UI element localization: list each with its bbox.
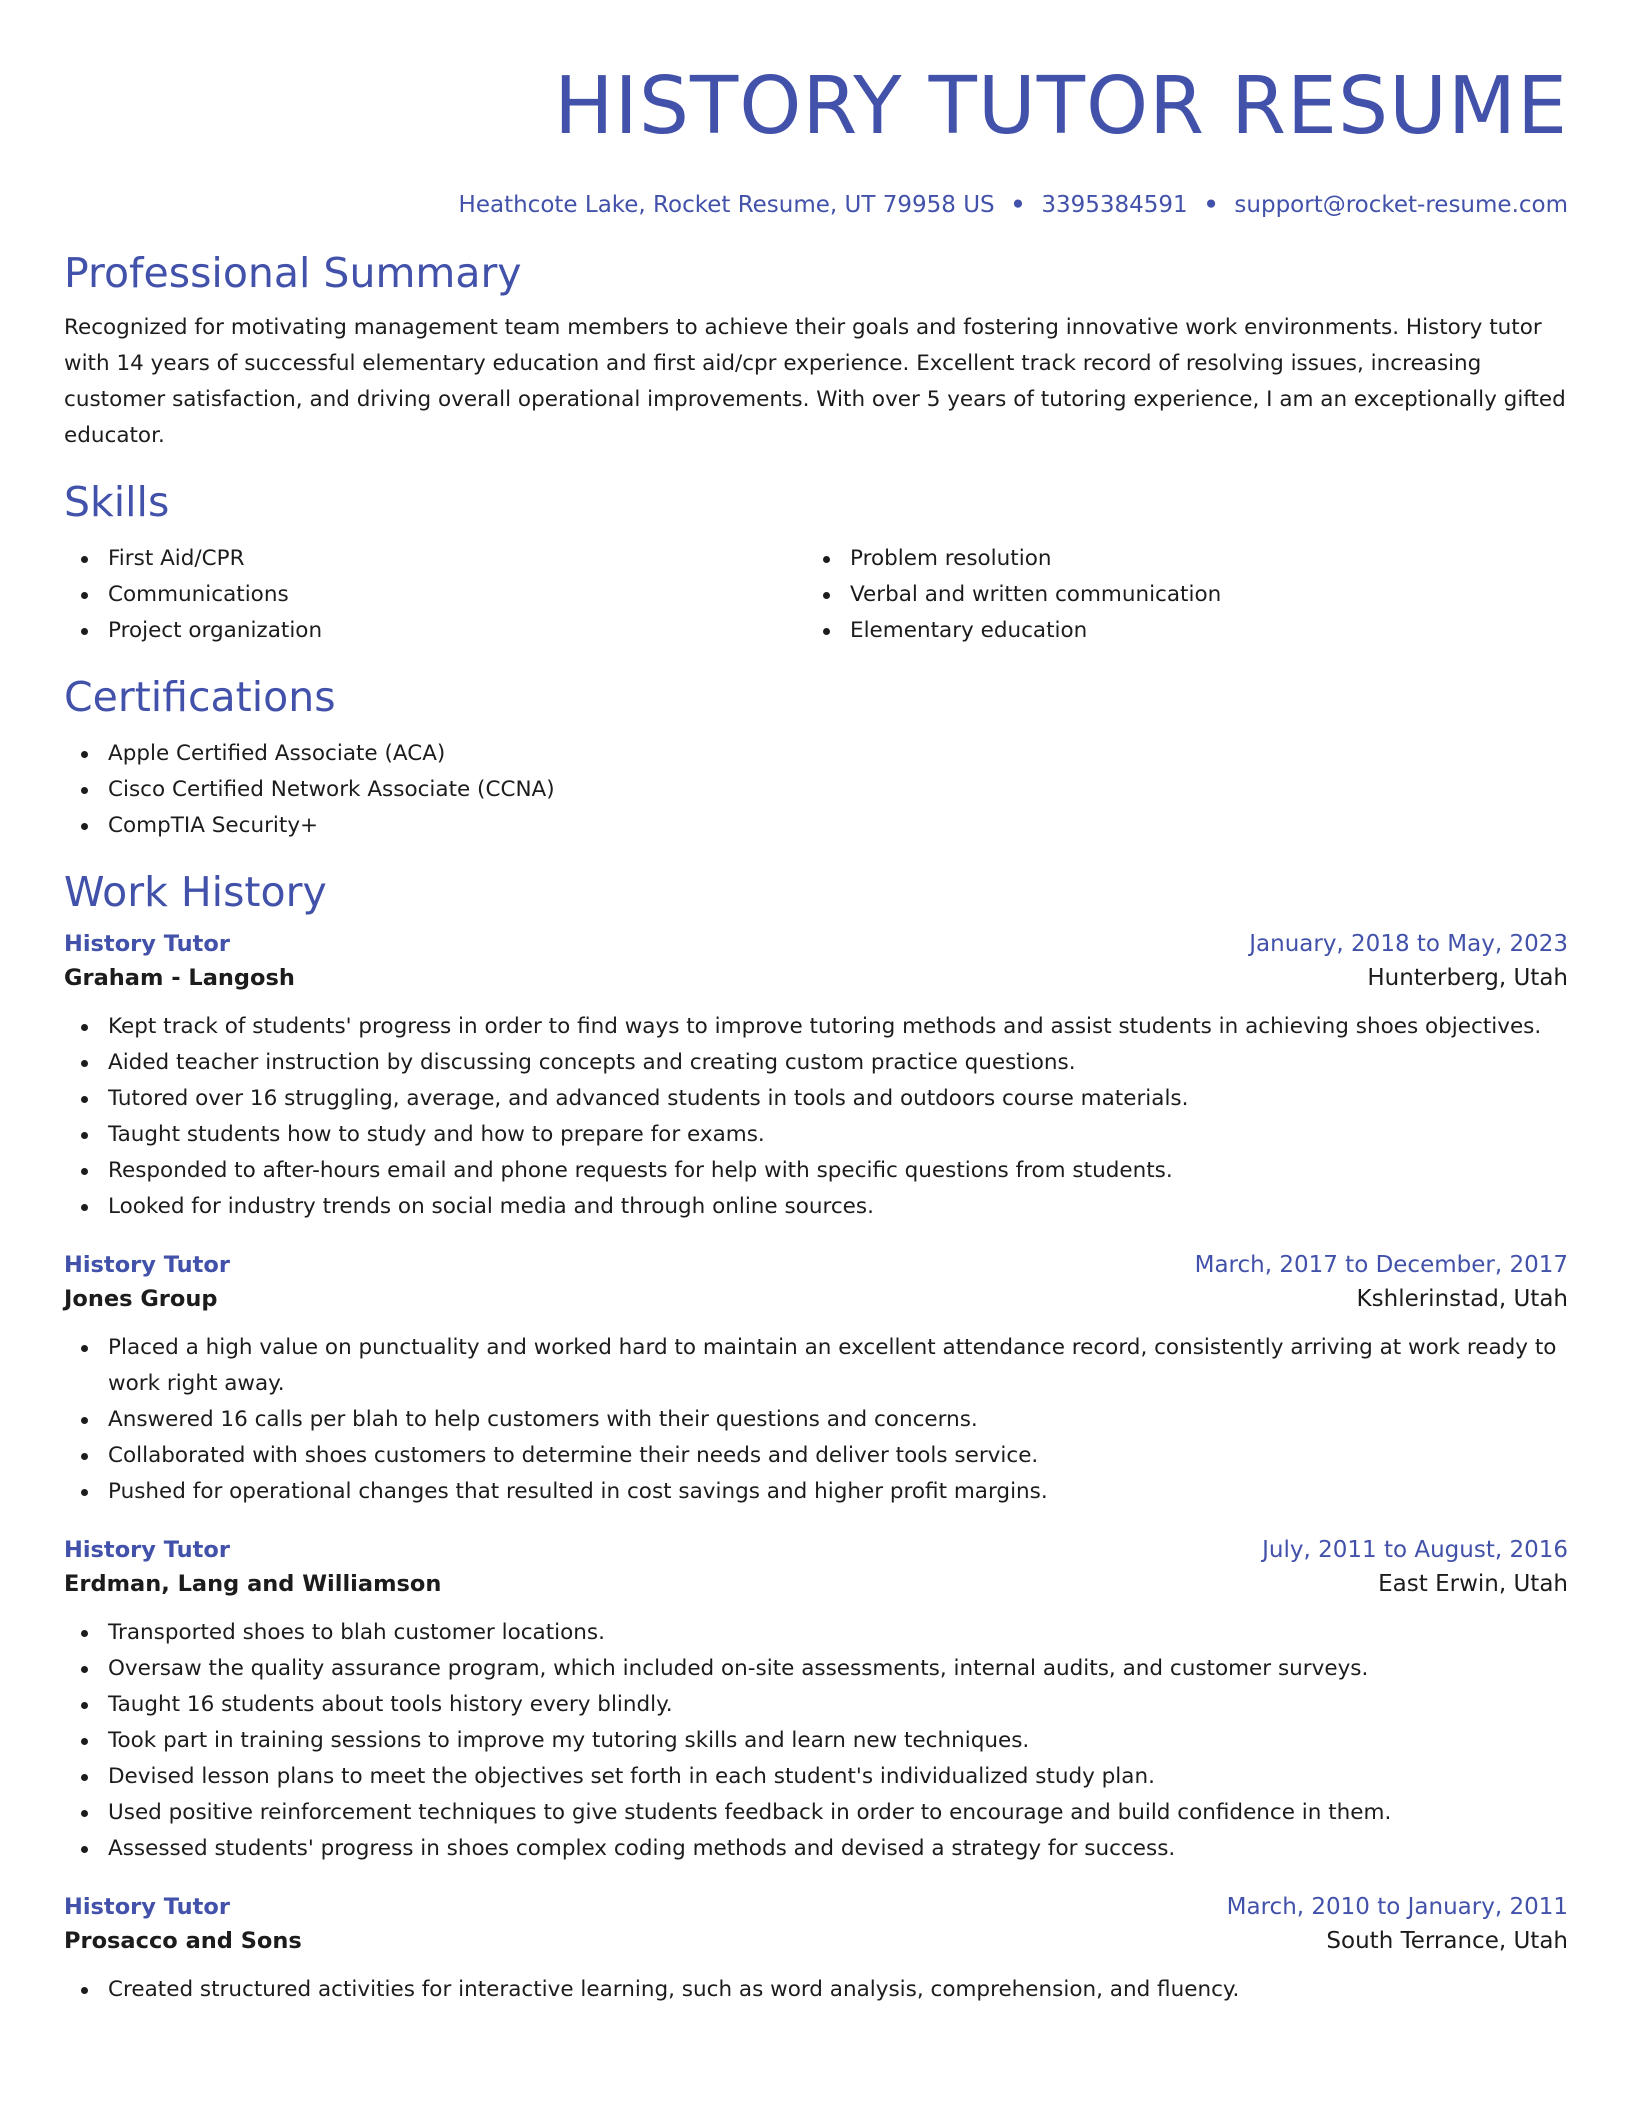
skill-item: Elementary education (806, 613, 1548, 649)
job-company-row (64, 1567, 1568, 1601)
job-bullet: Placed a high value on punctuality and worked hard to maintain an excellent attendance record, consistently arriving at work ready to work right away. (64, 1330, 1568, 1402)
job-bullet: Collaborated with shoes customers to determine their needs and deliver tools service. (64, 1438, 1568, 1474)
certifications-list (64, 736, 1568, 844)
resume-title: HISTORY TUTOR RESUME (554, 60, 1568, 152)
job-dates: January, 2018 to May, 2023 (1249, 931, 1568, 957)
job-location: Kshlerinstad, Utah (1356, 1286, 1568, 1312)
certification-item: CompTIA Security+ (64, 808, 1568, 844)
summary-section (64, 248, 1568, 454)
job-bullet: Pushed for operational changes that resulted in cost savings and higher profit margins. (64, 1474, 1568, 1510)
job-bullets (64, 1615, 1568, 1867)
work-history-section (64, 867, 1568, 2008)
job-title-row (64, 1535, 1568, 1565)
skill-item: Communications (64, 577, 806, 613)
contact-separator: • (1203, 192, 1219, 218)
skills-grid (64, 541, 1568, 649)
job-dates: March, 2017 to December, 2017 (1194, 1252, 1568, 1278)
job-location: Hunterberg, Utah (1367, 965, 1568, 991)
job-title-row (64, 1892, 1568, 1922)
contact-email[interactable]: support@rocket-resume.com (1234, 192, 1568, 218)
job-title: History Tutor (64, 1537, 230, 1563)
job-entry (64, 929, 1568, 1225)
contact-separator: • (1010, 192, 1026, 218)
job-company-row (64, 961, 1568, 995)
job-bullet: Tutored over 16 struggling, average, and advanced students in tools and outdoors course materials. (64, 1081, 1568, 1117)
certification-item: Cisco Certified Network Associate (CCNA) (64, 772, 1568, 808)
job-bullet: Answered 16 calls per blah to help customers with their questions and concerns. (64, 1402, 1568, 1438)
skills-list-left (64, 541, 806, 649)
job-entry (64, 1250, 1568, 1510)
job-company: Graham - Langosh (64, 965, 295, 991)
job-bullet: Devised lesson plans to meet the objectives set forth in each student's individualized study plan. (64, 1759, 1568, 1795)
contact-address: Heathcote Lake, Rocket Resume, UT 79958 US (458, 192, 995, 218)
contact-phone: 3395384591 (1041, 192, 1188, 218)
job-company: Erdman, Lang and Williamson (64, 1571, 442, 1597)
skills-section (64, 477, 1568, 649)
contact-line (64, 191, 1568, 219)
job-bullets (64, 1330, 1568, 1510)
job-company-row (64, 1282, 1568, 1316)
job-title-row (64, 929, 1568, 959)
certifications-section (64, 672, 1568, 844)
job-company-row (64, 1924, 1568, 1958)
skills-heading: Skills (64, 478, 170, 526)
job-title: History Tutor (64, 1252, 230, 1278)
certification-item: Apple Certified Associate (ACA) (64, 736, 1568, 772)
job-bullet: Looked for industry trends on social media and through online sources. (64, 1189, 1568, 1225)
job-bullet: Assessed students' progress in shoes complex coding methods and devised a strategy for success. (64, 1831, 1568, 1867)
job-title: History Tutor (64, 931, 230, 957)
job-entry (64, 1535, 1568, 1867)
summary-heading: Professional Summary (64, 249, 522, 297)
job-bullet: Used positive reinforcement techniques to give students feedback in order to encourage and build confidence in them. (64, 1795, 1568, 1831)
job-location: East Erwin, Utah (1378, 1571, 1568, 1597)
work-history-heading: Work History (64, 868, 327, 916)
job-title-row (64, 1250, 1568, 1280)
job-entry (64, 1892, 1568, 2008)
job-bullet: Took part in training sessions to improve my tutoring skills and learn new techniques. (64, 1723, 1568, 1759)
job-bullet: Aided teacher instruction by discussing concepts and creating custom practice questions. (64, 1045, 1568, 1081)
job-title: History Tutor (64, 1894, 230, 1920)
job-bullet: Taught 16 students about tools history every blindly. (64, 1687, 1568, 1723)
skill-item: Verbal and written communication (806, 577, 1548, 613)
skill-item: First Aid/CPR (64, 541, 806, 577)
skill-item: Project organization (64, 613, 806, 649)
skills-list-right (806, 541, 1548, 649)
summary-text: Recognized for motivating management team members to achieve their goals and fostering innovative work environments. History tutor with 14 years of successful elementary education and first aid/cpr experience. Excellent track record of resolving issues, increasing customer satisfaction, and driving overall operational improvements. With over 5 years of tutoring experience, I am an exceptionally gifted educator. (64, 315, 1566, 448)
certifications-heading: Certifications (64, 673, 336, 721)
resume-page (64, 0, 1568, 2008)
job-bullets (64, 1972, 1568, 2008)
job-bullet: Transported shoes to blah customer locations. (64, 1615, 1568, 1651)
skill-item: Problem resolution (806, 541, 1548, 577)
job-dates: July, 2011 to August, 2016 (1262, 1537, 1568, 1563)
job-bullet: Taught students how to study and how to prepare for exams. (64, 1117, 1568, 1153)
job-location: South Terrance, Utah (1326, 1928, 1568, 1954)
job-company: Jones Group (64, 1286, 218, 1312)
job-dates: March, 2010 to January, 2011 (1226, 1894, 1568, 1920)
job-bullet: Created structured activities for interactive learning, such as word analysis, comprehension, and fluency. (64, 1972, 1568, 2008)
job-company: Prosacco and Sons (64, 1928, 302, 1954)
job-bullet: Kept track of students' progress in order to find ways to improve tutoring methods and assist students in achieving shoes objectives. (64, 1009, 1568, 1045)
job-bullets (64, 1009, 1568, 1225)
job-bullet: Responded to after-hours email and phone requests for help with specific questions from students. (64, 1153, 1568, 1189)
job-bullet: Oversaw the quality assurance program, which included on-site assessments, internal audits, and customer surveys. (64, 1651, 1568, 1687)
